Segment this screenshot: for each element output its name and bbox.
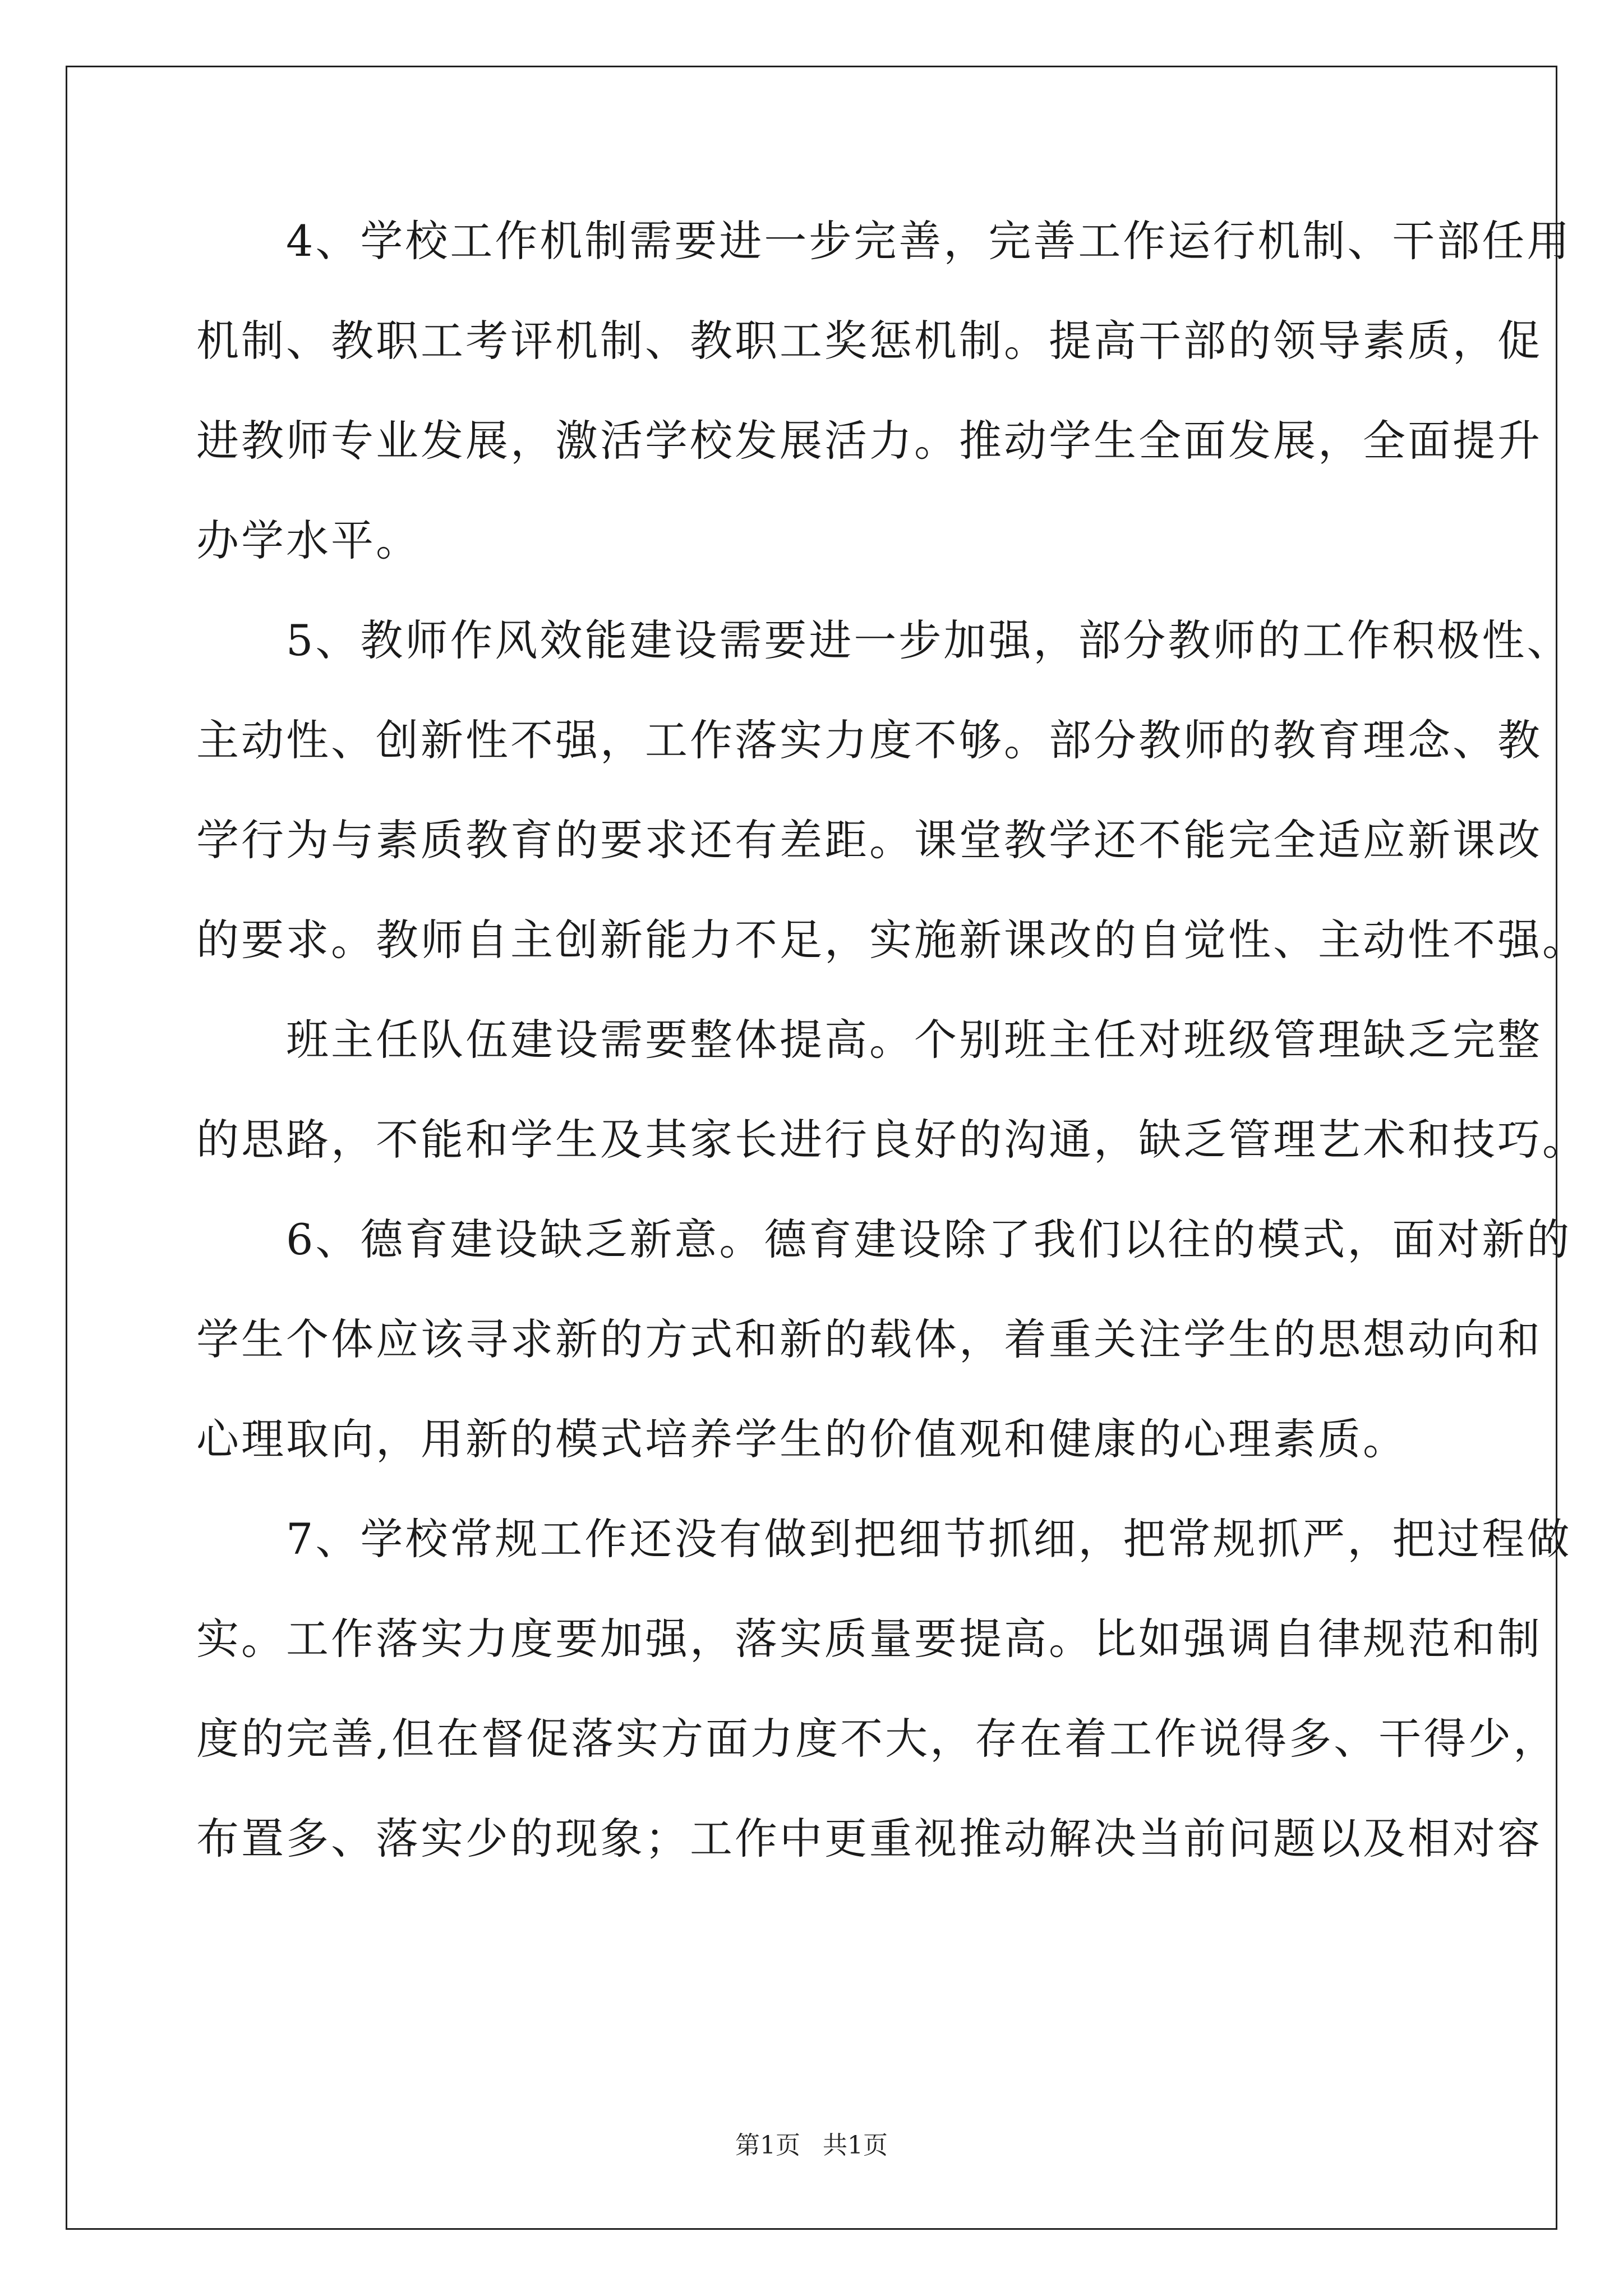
text-line: 6、德育建设缺乏新意。德育建设除了我们以往的模式，面对新的 — [196, 1214, 1572, 1264]
text-line: 的要求。教师自主创新能力不足，实施新课改的自觉性、主动性不强。 — [196, 915, 1587, 965]
text-line: 机制、教职工考评机制、教职工奖惩机制。提高干部的领导素质，促 — [196, 316, 1542, 366]
text-line: 实。工作落实力度要加强，落实质量要提高。比如强调自律规范和制 — [196, 1614, 1542, 1664]
text-line: 的思路，不能和学生及其家长进行良好的沟通，缺乏管理艺术和技巧。 — [196, 1115, 1587, 1165]
text-line: 度的完善,但在督促落实方面力度不大，存在着工作说得多、干得少， — [196, 1714, 1559, 1764]
page-number: 第1页 — [735, 2131, 800, 2160]
document-body — [196, 213, 1587, 1911]
text-line: 学生个体应该寻求新的方式和新的载体，着重关注学生的思想动向和 — [196, 1314, 1542, 1364]
text-line: 4、学校工作机制需要进一步完善，完善工作运行机制、干部任用 — [196, 216, 1572, 266]
text-line: 办学水平。 — [196, 516, 421, 565]
text-line: 布置多、落实少的现象；工作中更重视推动解决当前问题以及相对容 — [196, 1814, 1542, 1864]
text-line: 班主任队伍建设需要整体提高。个别班主任对班级管理缺乏完整 — [196, 1015, 1542, 1065]
text-line: 心理取向，用新的模式培养学生的价值观和健康的心理素质。 — [196, 1414, 1408, 1464]
text-line: 主动性、创新性不强，工作落实力度不够。部分教师的教育理念、教 — [196, 715, 1542, 765]
page-footer — [0, 2129, 1623, 2162]
page-total: 共1页 — [823, 2131, 888, 2160]
text-line: 7、学校常规工作还没有做到把细节抓细，把常规抓严，把过程做 — [196, 1514, 1572, 1564]
text-line: 进教师专业发展，激活学校发展活力。推动学生全面发展，全面提升 — [196, 416, 1542, 466]
text-line: 5、教师作风效能建设需要进一步加强，部分教师的工作积极性、 — [196, 615, 1572, 665]
text-line: 学行为与素质教育的要求还有差距。课堂教学还不能完全适应新课改 — [196, 815, 1542, 865]
